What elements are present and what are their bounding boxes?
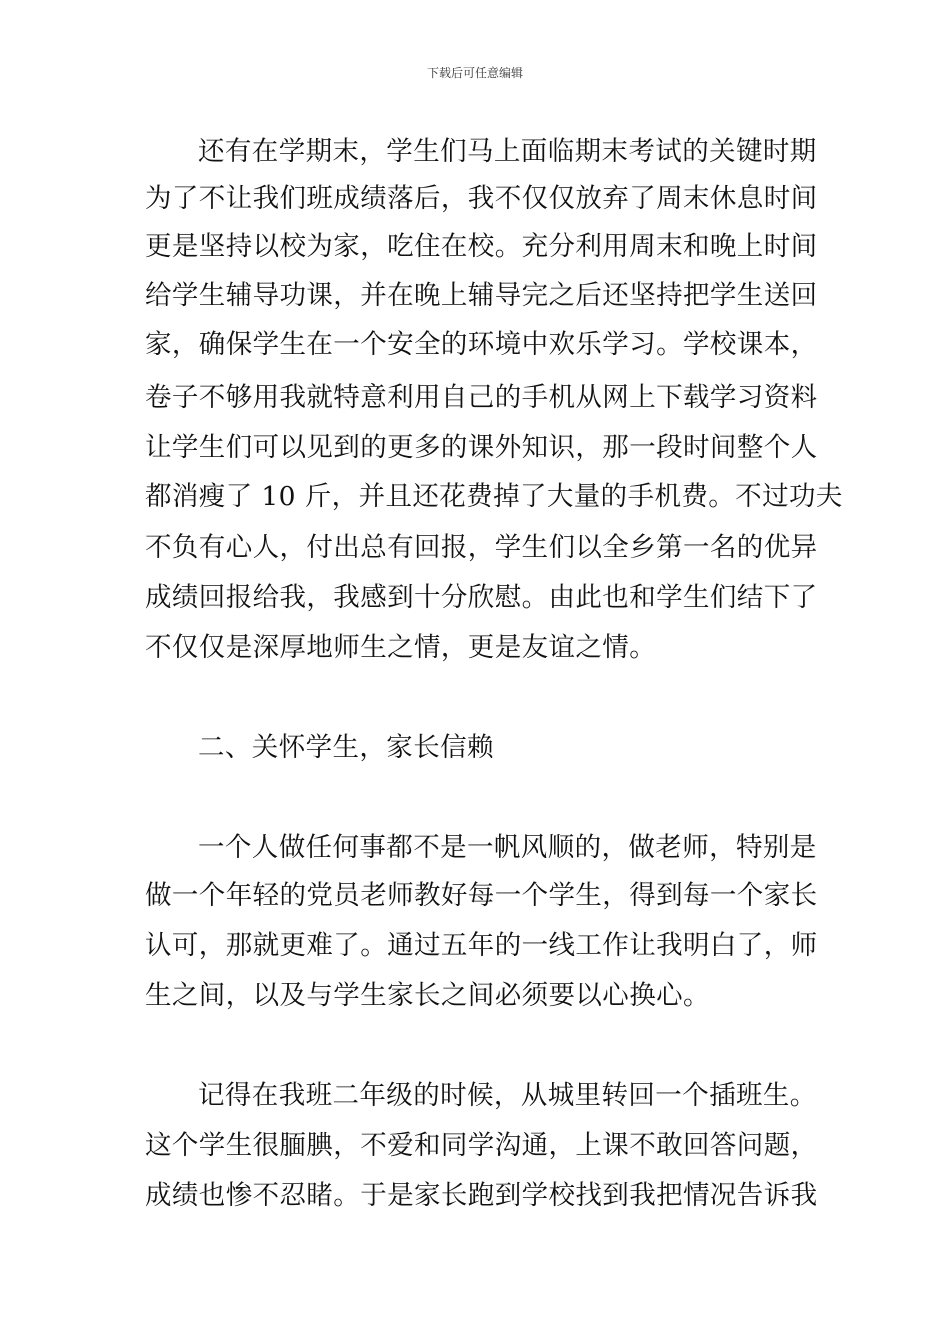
body-text-line: 认可，那就更难了。通过五年的一线工作让我明白了，师	[145, 930, 818, 961]
body-text-line: 生之间，以及与学生家长之间必须要以心换心。	[145, 980, 710, 1011]
body-text-line: 一个人做任何事都不是一帆风顺的，做老师，特别是	[198, 832, 817, 863]
body-text-line: 还有在学期末，学生们马上面临期末考试的关键时期	[198, 136, 817, 167]
body-text-line: 做一个年轻的党员老师教好每一个学生，得到每一个家长	[145, 880, 818, 911]
section-heading: 二、关怀学生，家长信赖	[198, 732, 494, 763]
body-text-line: 家，确保学生在一个安全的环境中欢乐学习。学校课本，	[145, 329, 818, 360]
body-text-line: 不负有心人，付出总有回报，学生们以全乡第一名的优异	[145, 532, 818, 563]
body-text-line: 更是坚持以校为家，吃住在校。充分利用周末和晚上时间	[145, 231, 818, 262]
body-text-line: 让学生们可以见到的更多的课外知识，那一段时间整个人	[145, 432, 818, 463]
body-text-line: 卷子不够用我就特意利用自己的手机从网上下载学习资料	[145, 382, 818, 413]
body-text-line: 记得在我班二年级的时候，从城里转回一个插班生。	[198, 1080, 817, 1111]
body-text-line: 都消瘦了 10 斤，并且还花费掉了大量的手机费。不过功夫	[145, 481, 843, 512]
body-text-line: 为了不让我们班成绩落后，我不仅仅放弃了周末休息时间	[145, 183, 818, 214]
body-text-line: 这个学生很腼腆，不爱和同学沟通，上课不敢回答问题，	[145, 1130, 818, 1161]
body-text-line: 成绩回报给我，我感到十分欣慰。由此也和学生们结下了	[145, 582, 818, 613]
body-text-line: 给学生辅导功课，并在晚上辅导完之后还坚持把学生送回	[145, 280, 818, 311]
body-text-line: 成绩也惨不忍睹。于是家长跑到学校找到我把情况告诉我	[145, 1180, 818, 1211]
page-header: 下载后可任意编辑	[426, 66, 523, 80]
body-text-line: 不仅仅是深厚地师生之情，更是友谊之情。	[145, 632, 657, 663]
